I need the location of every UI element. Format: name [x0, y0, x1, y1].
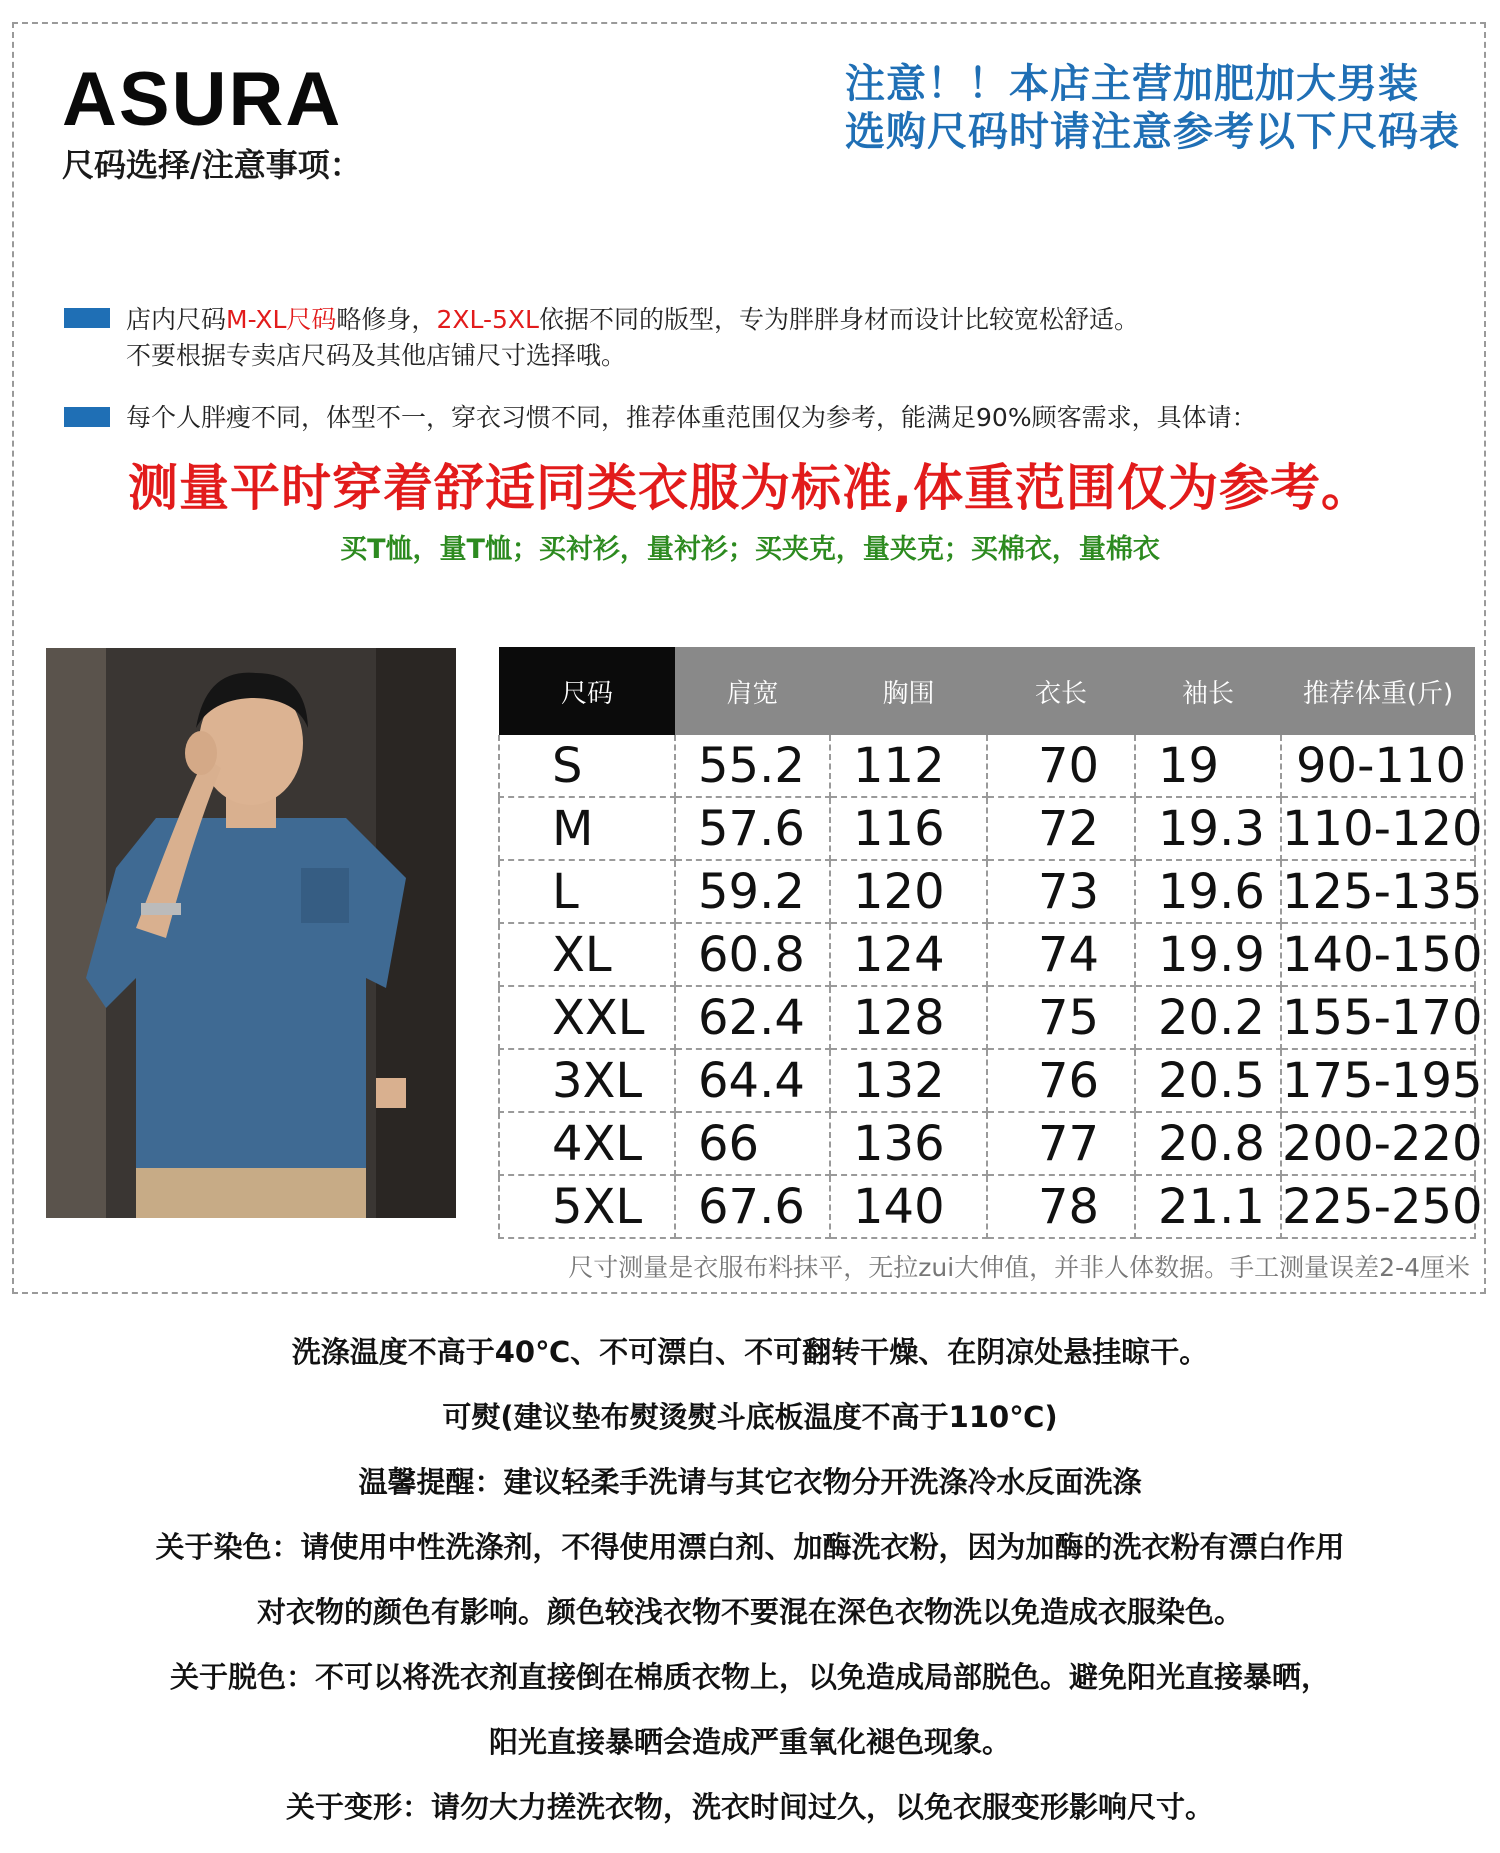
- bullet-marker-1: [64, 308, 110, 328]
- cell-weight: 175-195: [1281, 1049, 1475, 1112]
- table-row: [499, 1175, 1475, 1238]
- size-table: [498, 647, 1483, 1239]
- cell-size: XXL: [499, 986, 675, 1049]
- care-line: 洗涤温度不高于40℃、不可漂白、不可翻转干燥、在阴凉处悬挂晾干。: [291, 1335, 1209, 1369]
- model-photo-illustration: [46, 648, 456, 1218]
- cell-shoulder: 55.2: [675, 735, 830, 797]
- header-size: 尺码: [499, 647, 675, 735]
- cell-size: XL: [499, 923, 675, 986]
- measurement-footnote: 尺寸测量是衣服布料抹平，无拉zui大伸值，并非人体数据。手工测量误差2-4厘米: [568, 1253, 1470, 1282]
- size-note-range-1: M-XL尺码: [226, 305, 337, 334]
- brand-logo: ASURA: [62, 57, 343, 142]
- cell-size: L: [499, 860, 675, 923]
- body-type-note: 每个人胖瘦不同，体型不一，穿衣习惯不同，推荐体重范围仅为参考，能满足90%顾客需求，具体请：: [126, 403, 1257, 432]
- size-note-line-2: 不要根据专卖店尺码及其他店铺尺寸选择哦。: [126, 341, 627, 371]
- header-weight: 推荐体重(斤): [1281, 647, 1475, 735]
- size-table-header-row: [499, 647, 1475, 735]
- cell-shoulder: 62.4: [675, 986, 830, 1049]
- header-chest: 胸围: [830, 647, 987, 735]
- measure-tip: 买T恤，量T恤；买衬衫，量衬衫；买夹克，量夹克；买棉衣，量棉衣: [340, 534, 1160, 565]
- cell-sleeve: 20.5: [1135, 1049, 1281, 1112]
- cell-chest: 120: [830, 860, 987, 923]
- cell-length: 74: [987, 923, 1135, 986]
- size-note-range-2: 2XL-5XL: [436, 305, 539, 334]
- cell-length: 72: [987, 797, 1135, 860]
- cell-sleeve: 19.3: [1135, 797, 1281, 860]
- measure-standard-headline: 测量平时穿着舒适同类衣服为标准,体重范围仅为参考。: [128, 459, 1372, 517]
- cell-weight: 140-150: [1281, 923, 1475, 986]
- cell-sleeve: 20.8: [1135, 1112, 1281, 1175]
- notice-line-2: 选购尺码时请注意参考以下尺码表: [845, 109, 1460, 155]
- page-subtitle: 尺码选择/注意事项：: [62, 146, 362, 184]
- size-note-mid: 略修身，: [336, 305, 437, 334]
- care-line: 关于脱色：不可以将洗衣剂直接倒在棉质衣物上，以免造成局部脱色。避免阳光直接暴晒，: [169, 1660, 1330, 1694]
- cell-length: 75: [987, 986, 1135, 1049]
- cell-shoulder: 59.2: [675, 860, 830, 923]
- cell-chest: 128: [830, 986, 987, 1049]
- cell-size: M: [499, 797, 675, 860]
- cell-chest: 124: [830, 923, 987, 986]
- table-row: [499, 797, 1475, 860]
- cell-sleeve: 19.9: [1135, 923, 1281, 986]
- cell-sleeve: 19: [1135, 735, 1281, 797]
- care-line: 可熨(建议垫布熨烫熨斗底板温度不高于110℃): [442, 1400, 1058, 1434]
- cell-chest: 112: [830, 735, 987, 797]
- size-note-pre: 店内尺码: [126, 305, 227, 334]
- cell-weight: 225-250: [1281, 1175, 1475, 1238]
- cell-length: 76: [987, 1049, 1135, 1112]
- cell-length: 70: [987, 735, 1135, 797]
- cell-sleeve: 21.1: [1135, 1175, 1281, 1238]
- cell-chest: 140: [830, 1175, 987, 1238]
- notice-line-1: 注意！！本店主营加肥加大男装: [845, 61, 1419, 107]
- table-row: [499, 860, 1475, 923]
- cell-weight: 90-110: [1281, 735, 1475, 797]
- header-length: 衣长: [987, 647, 1135, 735]
- table-row: [499, 1112, 1475, 1175]
- cell-sleeve: 20.2: [1135, 986, 1281, 1049]
- cell-size: 4XL: [499, 1112, 675, 1175]
- table-row: [499, 986, 1475, 1049]
- cell-size: S: [499, 735, 675, 797]
- model-photo: [46, 648, 456, 1218]
- cell-shoulder: 66: [675, 1112, 830, 1175]
- header-shoulder: 肩宽: [675, 647, 830, 735]
- cell-size: 5XL: [499, 1175, 675, 1238]
- cell-shoulder: 67.6: [675, 1175, 830, 1238]
- cell-length: 73: [987, 860, 1135, 923]
- cell-shoulder: 60.8: [675, 923, 830, 986]
- care-line: 关于染色：请使用中性洗涤剂，不得使用漂白剂、加酶洗衣粉，因为加酶的洗衣粉有漂白作用: [155, 1530, 1345, 1564]
- cell-sleeve: 19.6: [1135, 860, 1281, 923]
- size-note-post: 依据不同的版型，专为胖胖身材而设计比较宽松舒适。: [538, 305, 1139, 334]
- cell-weight: 110-120: [1281, 797, 1475, 860]
- cell-size: 3XL: [499, 1049, 675, 1112]
- size-note-paragraph: [126, 302, 1139, 375]
- cell-length: 78: [987, 1175, 1135, 1238]
- header-sleeve: 袖长: [1135, 647, 1281, 735]
- table-row: [499, 923, 1475, 986]
- care-line: 关于变形：请勿大力搓洗衣物，洗衣时间过久，以免衣服变形影响尺寸。: [285, 1790, 1214, 1824]
- cell-shoulder: 57.6: [675, 797, 830, 860]
- cell-length: 77: [987, 1112, 1135, 1175]
- care-instructions: [0, 1320, 1500, 1840]
- cell-chest: 116: [830, 797, 987, 860]
- care-line: 阳光直接暴晒会造成严重氧化褪色现象。: [488, 1725, 1011, 1759]
- cell-weight: 200-220: [1281, 1112, 1475, 1175]
- bullet-marker-2: [64, 407, 110, 427]
- cell-weight: 155-170: [1281, 986, 1475, 1049]
- store-notice: [845, 60, 1460, 156]
- care-line: 对衣物的颜色有影响。颜色较浅衣物不要混在深色衣物洗以免造成衣服染色。: [256, 1595, 1243, 1629]
- table-row: [499, 1049, 1475, 1112]
- cell-chest: 136: [830, 1112, 987, 1175]
- cell-chest: 132: [830, 1049, 987, 1112]
- cell-weight: 125-135: [1281, 860, 1475, 923]
- care-line: 温馨提醒：建议轻柔手洗请与其它衣物分开洗涤冷水反面洗涤: [358, 1465, 1142, 1499]
- table-row: [499, 735, 1475, 797]
- cell-shoulder: 64.4: [675, 1049, 830, 1112]
